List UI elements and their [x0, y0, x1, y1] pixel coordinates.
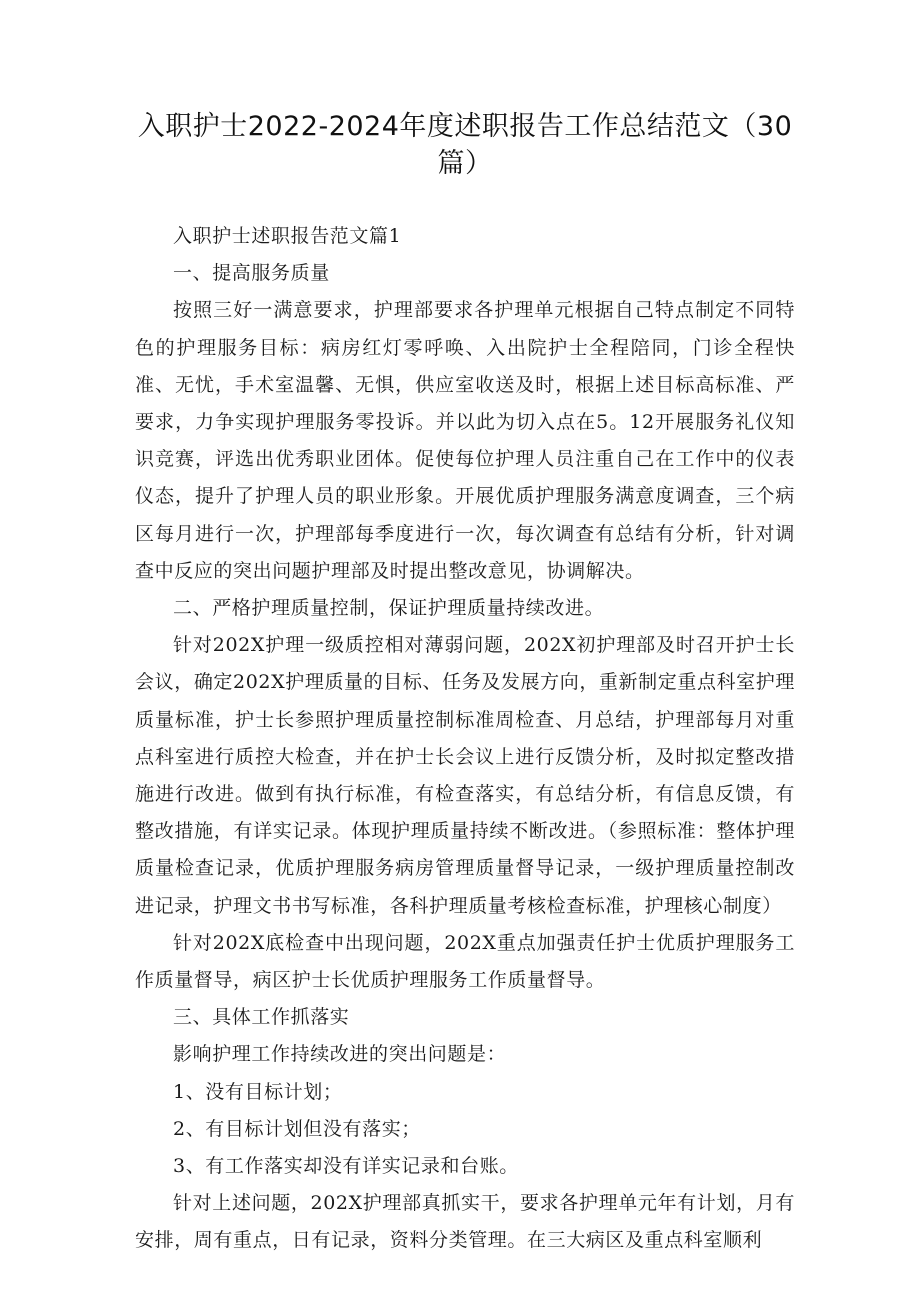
list-item: 2、有目标计划但没有落实；	[173, 1117, 421, 1140]
section2-heading: 二、严格护理质量控制，保证护理质量持续改进。	[173, 597, 605, 620]
title-line-2: 篇）	[437, 148, 493, 179]
subtitle: 入职护士述职报告范文篇1	[173, 225, 402, 247]
list-item: 1、没有目标计划；	[173, 1080, 343, 1103]
section2-paragraph-2: 针对202X底检查中出现问题，202X重点加强责任护士优质护理服务工作质量督导，病区护士长优质护理服务工作质量督导。	[135, 931, 795, 992]
list-item: 3、有工作落实却没有详实记录和台账。	[173, 1155, 519, 1178]
section2-paragraph-1: 针对202X护理一级质控相对薄弱问题，202X初护理部及时召开护士长会议，确定202X护理质量的目标、任务及发展方向，重新制定重点科室护理质量标准，护士长参照护理质量控制标准周检查、月总结，护理部每月对重点科室进行质控大检查，并在护士长会议上进行反馈分析，及时拟定整改措施进行改进。做到有执行标准，有检查落实，有总结分析，有信息反馈，有整改措施，有详实记录。体现护理质量持续不断改进。（参照标准：整体护理质量检查记录，优质护理服务病房管理质量督导记录，一级护理质量控制改进记录，护理文书书写标准，各科护理质量考核检查标准，护理核心制度）	[135, 634, 795, 917]
title-line-1: 入职护士2022-2024年度述职报告工作总结范文（30	[137, 111, 793, 142]
section1-heading: 一、提高服务质量	[173, 262, 330, 285]
document-title	[135, 108, 795, 182]
section3-heading: 三、具体工作抓落实	[173, 1006, 350, 1029]
section1-paragraph: 按照三好一满意要求，护理部要求各护理单元根据自己特点制定不同特色的护理服务目标：病房红灯零呼唤、入出院护士全程陪同，门诊全程快准、无忧，手术室温馨、无惧，供应室收送及时，根据上述目标高标准、严要求，力争实现护理服务零投诉。并以此为切入点在5。12开展服务礼仪知识竞赛，评选出优秀职业团体。促使每位护理人员注重自己在工作中的仪表仪态，提升了护理人员的职业形象。开展优质护理服务满意度调查，三个病区每月进行一次，护理部每季度进行一次，每次调查有总结有分析，针对调查中反应的突出问题护理部及时提出整改意见，协调解决。	[135, 299, 795, 582]
section3-intro: 影响护理工作持续改进的突出问题是：	[173, 1043, 507, 1066]
document-page	[135, 100, 795, 1260]
section3-paragraph: 针对上述问题，202X护理部真抓实干，要求各护理单元年有计划，月有安排，周有重点，日有记录，资料分类管理。在三大病区及重点科室顺利	[135, 1192, 795, 1252]
